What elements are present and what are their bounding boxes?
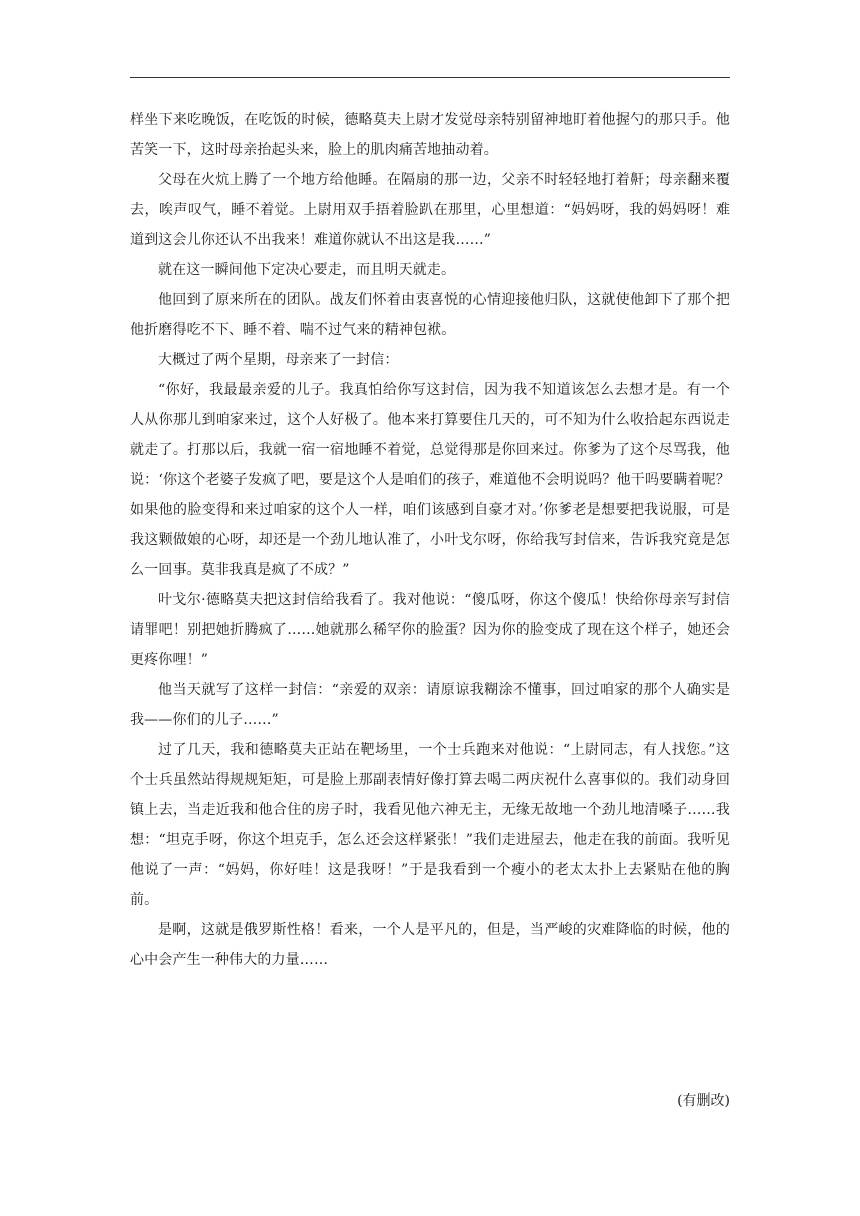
paragraph-9: 过了几天，我和德略莫夫正站在靶场里，一个士兵跑来对他说：“上尉同志，有人找您。”这个士兵虽然站得规规矩矩，可是脸上那副表情好像打算去喝二两庆祝什么喜事似的。我们动身回镇上去，当走近我和他合住的房子时，我看见他六神无主，无缘无故地一个劲儿地清嗓子……我想：“坦克手呀，你这个坦克手，怎么还会这样紧张！”我们走进屋去，他走在我的前面。我听见他说了一声：“妈妈，你好哇！这是我呀！”于是我看到一个瘦小的老太太扑上去紧贴在他的胸前。 [130,742,730,908]
letter-paragraph: “你好，我最最亲爱的儿子。我真怕给你写这封信，因为我不知道该怎么去想才是。有一个人从你那儿到咱家来过，这个人好极了。他本来打算要住几天的，可不知为什么收拾起东西说走就走了。打那以后，我就一宿一宿地睡不着觉，总觉得那是你回来过。你爹为了这个尽骂我，他说：‘你这个老婆子发疯了吧，要是这个人是咱们的孩子，难道他不会明说吗？他干吗要瞒着呢？如果他的脸变得和来过咱家的这个人一样，咱们该感到自豪才对。’你爹老是想要把我说服，可是我这颗做娘的心呀，却还是一个劲儿地认准了，小叶戈尔呀，你给我写封信来，告诉我究竟是怎么一回事。莫非我真是疯了不成？” [130,382,730,578]
paragraph-8: 他当天就写了这样一封信：“亲爱的双亲：请原谅我糊涂不懂事，回过咱家的那个人确实是我——你们的儿子……” [130,682,730,728]
source-note: (有删改) [677,1093,730,1109]
article-body [130,105,730,975]
paragraph-3: 就在这一瞬间他下定决心要走，而且明天就走。 [158,262,456,278]
paragraph-7: 叶戈尔·德略莫夫把这封信给我看了。我对他说：“傻瓜呀，你这个傻瓜！快给你母亲写封信请罪吧！别把她折腾疯了……她就那么稀罕你的脸蛋？因为你的脸变成了现在这个样子，她还会更疼你哩！” [130,592,730,668]
paragraph-10: 是啊，这就是俄罗斯性格！看来，一个人是平凡的，但是，当严峻的灾难降临的时候，他的心中会产生一种伟大的力量…… [130,922,730,968]
paragraph-4: 他回到了原来所在的团队。战友们怀着由衷喜悦的心情迎接他归队，这就使他卸下了那个把他折磨得吃不下、睡不着、喘不过气来的精神包袱。 [130,292,730,338]
paragraph-2: 父母在火炕上腾了一个地方给他睡。在隔扇的那一边，父亲不时轻轻地打着鼾；母亲翻来覆去，唉声叹气，睡不着觉。上尉用双手捂着脸趴在那里，心里想道：“妈妈呀，我的妈妈呀！难道到这会儿你还认不出我来！难道你就认不出这是我……” [130,172,730,248]
paragraph-5: 大概过了两个星期，母亲来了一封信： [158,352,399,368]
header-rule [130,77,730,78]
paragraph-1: 样坐下来吃晚饭，在吃饭的时候，德略莫夫上尉才发觉母亲特别留神地盯着他握勺的那只手。他苦笑一下，这时母亲抬起头来，脸上的肌肉痛苦地抽动着。 [130,112,730,158]
